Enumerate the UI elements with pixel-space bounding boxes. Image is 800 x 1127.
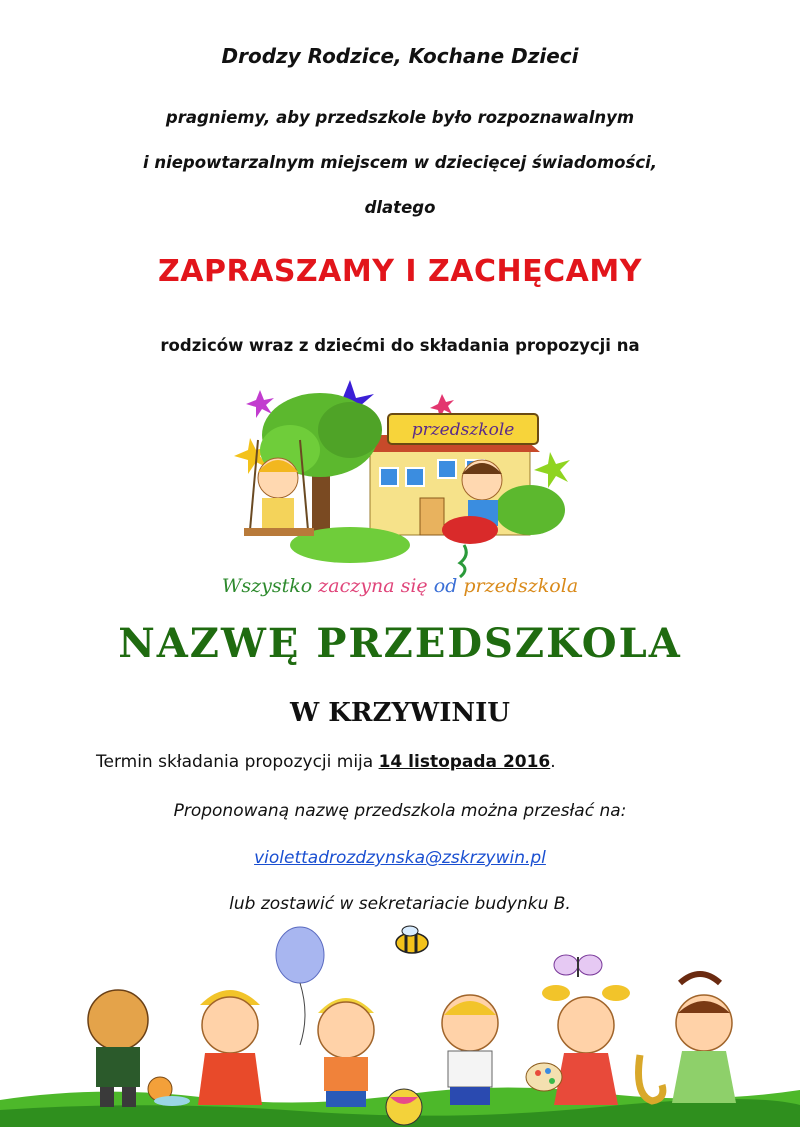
child-figure-4 (442, 995, 498, 1105)
deadline-suffix: . (550, 752, 556, 772)
intro-line-2: i niepowtarzalnym miejscem w dziecięcej świadomości, (142, 153, 658, 172)
child-figure-6 (672, 974, 736, 1103)
email-link[interactable]: violettadrozdzynska@zskrzywin.pl (254, 848, 546, 868)
deadline-date: 14 listopada 2016 (378, 752, 551, 772)
location-heading: W KRZYWINIU (290, 698, 510, 728)
child-figure-3 (318, 998, 374, 1107)
child-figure-1 (88, 990, 148, 1107)
slogan-word-4: przedszkola (463, 575, 579, 597)
slogan-word-3: od (433, 575, 458, 597)
snail-icon (148, 1077, 190, 1106)
send-to-instruction: Proponowaną nazwę przedszkola można przesłać na: (173, 801, 627, 821)
deadline-prefix: Termin składania propozycji mija (96, 752, 379, 772)
greeting-heading: Drodzy Rodzice, Kochane Dzieci (221, 44, 579, 68)
star-icon (246, 390, 274, 418)
headline-preschool-name: NAZWĘ PRZEDSZKOLA (118, 620, 682, 667)
call-for-proposals: rodziców wraz z dziećmi do składania propozycji na (160, 336, 640, 355)
intro-line-3: dlatego (364, 198, 436, 217)
bee-icon (396, 926, 428, 953)
children-footer-illustration (0, 925, 800, 1127)
palette-icon (526, 1063, 562, 1091)
ball-icon (386, 1089, 422, 1125)
slogan-word-1: Wszystko (221, 575, 313, 597)
preschool-logo-illustration (220, 380, 580, 605)
svg-text:Wszystko zaczyna się o (222, 575, 578, 597)
saxophone-icon (639, 1055, 663, 1101)
child-figure-2 (198, 990, 262, 1105)
deadline-line (96, 752, 556, 772)
star-icon (534, 452, 570, 488)
logo-sign-text: przedszkole (411, 420, 515, 440)
alternative-instruction: lub zostawić w sekretariacie budynku B. (229, 894, 571, 914)
balloon-icon (276, 927, 324, 983)
slogan-word-2: zaczyna się (318, 575, 428, 597)
invite-heading: ZAPRASZAMY I ZACHĘCAMY (158, 254, 642, 289)
butterfly-icon (554, 955, 602, 977)
intro-line-1: pragniemy, aby przedszkole było rozpoznawalnym (165, 108, 635, 127)
